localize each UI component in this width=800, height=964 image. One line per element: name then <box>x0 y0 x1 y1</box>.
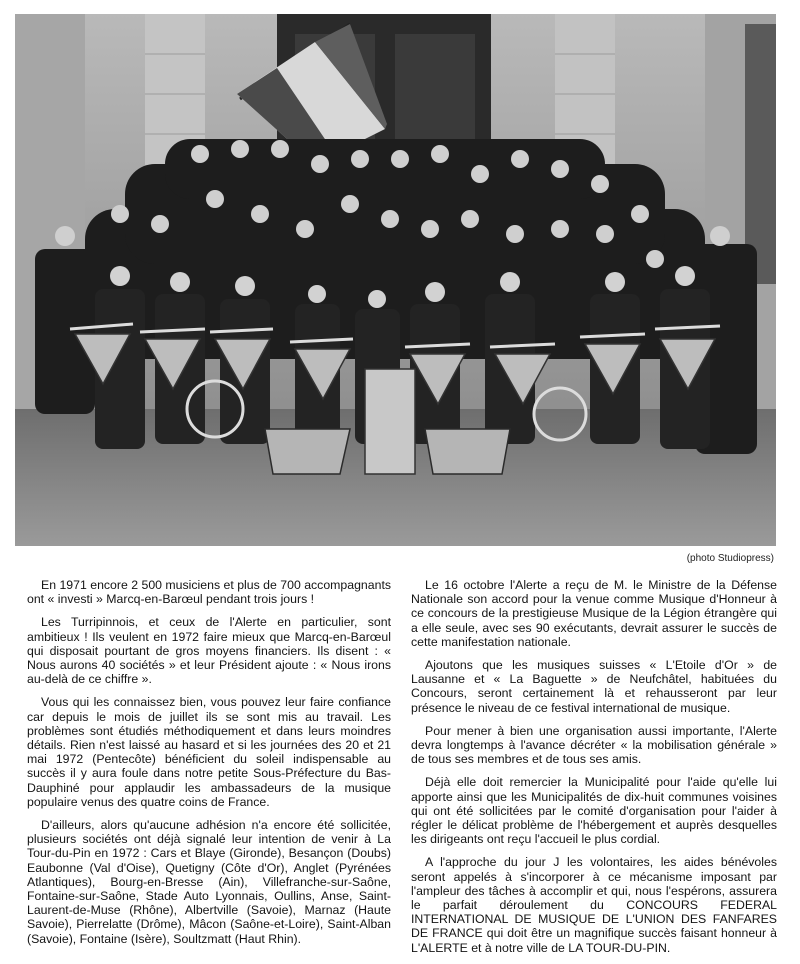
article-right-column <box>411 578 777 964</box>
photo-credit: (photo Studiopress) <box>686 553 774 564</box>
article-left-column <box>27 578 391 955</box>
paragraph: Ajoutons que les musiques suisses « L'Etoile d'Or » de Lausanne et « La Baguette » de Neufchâtel, habituées du Concours, seront certainement là et rehausseront par leur présence le niveau de ce festival international de musique. <box>411 658 777 715</box>
paragraph: Déjà elle doit remercier la Municipalité pour l'aide qu'elle lui apporte ainsi que les Municipalités de dix-huit communes voisines qui ont été sollicitées par le comité d'organisation pour l'aider à régler le délicat problème de l'hébergement et auprès desquelles les dirigeants ont reçu l'accueil le plus cordial. <box>411 775 777 847</box>
paragraph: En 1971 encore 2 500 musiciens et plus de 700 accompagnants ont « investi » Marcq-en-Barœul pendant trois jours ! <box>27 578 392 607</box>
paragraph: Pour mener à bien une organisation aussi importante, l'Alerte devra longtemps à l'avance décréter « la mobilisation générale » de tous ses membres et de tous ses amis. <box>411 723 777 767</box>
paragraph: Les Turripinnois, et ceux de l'Alerte en particulier, sont ambitieux ! Ils veulent en 1972 faire mieux que Marcq-en-Barœul qui disposait pourtant de gros moyens financiers. Ils disent : « Nous aurons 40 sociétés » et leur Président ajoute : « Nous irons au-delà de ce chiffre ». <box>27 615 391 687</box>
band-group-photo <box>15 14 776 546</box>
paragraph: Le 16 octobre l'Alerte a reçu de M. le Ministre de la Défense Nationale son accord pour la venue comme Musique d'Honneur à ce concours de la prestigieuse Musique de la Légion étrangère qui a elle seule, avec ses 90 exécutants, devrait assurer le succès de cette manifestation nationale. <box>411 578 777 649</box>
paragraph: D'ailleurs, alors qu'aucune adhésion n'a encore été sollicitée, plusieurs sociétés ont déjà signalé leur intention de venir à La Tour-du-Pin en 1972 : Cars et Blaye (Gironde), Besançon (Doubs) Eaubonne (Val d'Oise), Quetigny (Côte d'Or), Anglet (Pyrénées Atlantiques), Bourg-en-Bresse (Ain), Villefranche-sur-Saône, Fontaine-sur-Saône, Stade Auto Lyonnais, Oullins, Anse, Saint-Laurent-de-Muse (Rhône), Albertville (Savoie), Marnaz (Haute Savoie), Pierrelatte (Drôme), Mâcon (Saône-et-Loire), Saint-Alban (Savoie), Fontaine (Isère), Soultzmatt (Haut Rhin). <box>27 818 391 946</box>
paragraph: A l'approche du jour J les volontaires, les aides bénévoles seront appelés à s'incorporer à ce mécanisme imposant par l'ampleur des tâches à accomplir et qui, nous l'espérons, assurera le parfait déroulement du CONCOURS FEDERAL INTERNATIONAL DE MUSIQUE DE L'UNION DES FANFARES DE FRANCE qui doit être un magnifique succès faisant honneur à L'ALERTE et à notre ville de LA TOUR-DU-PIN. <box>411 855 777 955</box>
band-group-photo-icon <box>15 14 776 546</box>
paragraph: Vous qui les connaissez bien, vous pouvez leur faire confiance car depuis le mois de juillet ils se sont mis au travail. Les problèmes sont étudiés méthodiquement et dans leurs moindres détails. Rien n'est laissé au hasard et si les journées des 20 et 21 mai 1972 (Pentecôte) bénéficient du soleil indispensable au succès il y aura foule dans notre petite Sous-Préfecture du Bas-Dauphiné pour applaudir les ambassadeurs de la musique populaire venus des quatre coins de France. <box>27 695 391 809</box>
